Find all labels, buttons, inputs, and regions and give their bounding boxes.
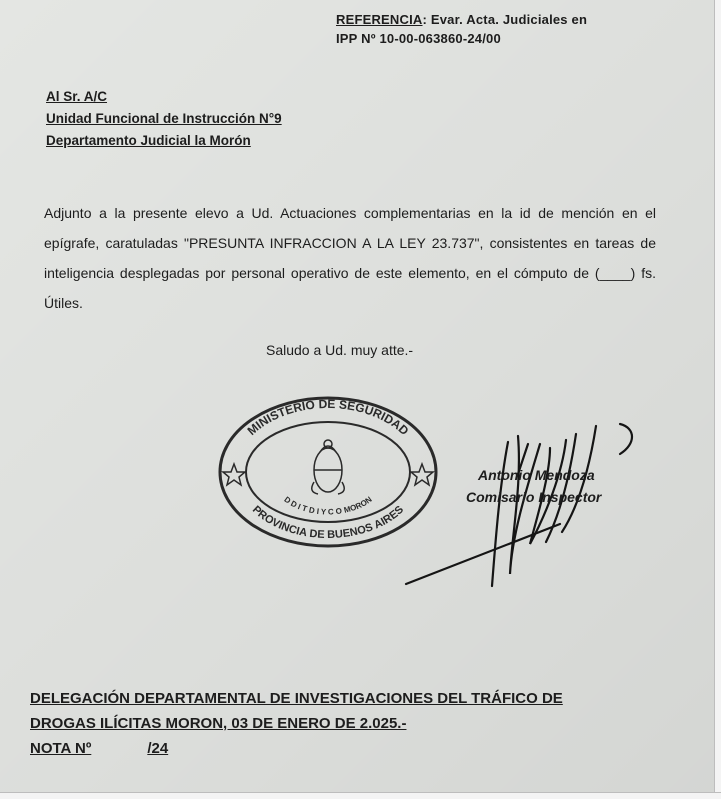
- nota-line: [30, 736, 655, 761]
- footer-line-1: DELEGACIÓN DEPARTAMENTAL DE INVESTIGACIONES DEL TRÁFICO DE: [30, 690, 563, 707]
- closing-salutation: Saludo a Ud. muy atte.-: [266, 342, 414, 358]
- signatory-title: Comisario Inspector: [466, 489, 602, 505]
- addressee-block: [46, 86, 282, 152]
- seal-top-text: MINISTERIO DE SEGURIDAD: [244, 396, 412, 439]
- coat-of-arms-icon: [312, 440, 345, 494]
- reference-line-1-rest: : Evar. Acta. Judiciales en: [422, 12, 588, 27]
- body-paragraph: Adjunto a la presente elevo a Ud. Actuaciones complementarias en la id de mención en el epígrafe, caratuladas "PRESUNTA INFRACCION A LA LEY 23.737", consistentes en tareas de inteligencia desplegadas por personal operativo de este elemento, en el cómputo de (____) fs. Útiles.: [44, 205, 656, 311]
- nota-suffix: /24: [147, 740, 169, 757]
- star-icon: [223, 464, 245, 485]
- reference-line-2: IPP Nº 10-00-063860-24/00: [336, 31, 501, 46]
- signatory-block: [466, 464, 601, 508]
- seal-bottom-text: PROVINCIA DE BUENOS AIRES: [249, 503, 407, 542]
- photo-border-bottom: [0, 792, 721, 799]
- addressee-line-2: Unidad Funcional de Instrucción N°9: [46, 111, 282, 126]
- reference-line-1: [336, 10, 666, 29]
- signatory-name: Antonio Mendoza: [478, 467, 595, 483]
- footer-block: [30, 686, 655, 761]
- reference-block: [336, 10, 666, 48]
- photo-border-right: [714, 0, 721, 799]
- addressee-line-1: Al Sr. A/C: [46, 89, 108, 104]
- nota-label: NOTA Nº: [30, 740, 92, 757]
- reference-label: REFERENCIA: [336, 12, 423, 27]
- footer-line-2: DROGAS ILÍCITAS MORON, 03 DE ENERO DE 2.025.-: [30, 715, 407, 732]
- seal-middle-text: D D I T D I Y C O MORON: [282, 494, 374, 517]
- addressee-line-3: Departamento Judicial la Morón: [46, 133, 251, 148]
